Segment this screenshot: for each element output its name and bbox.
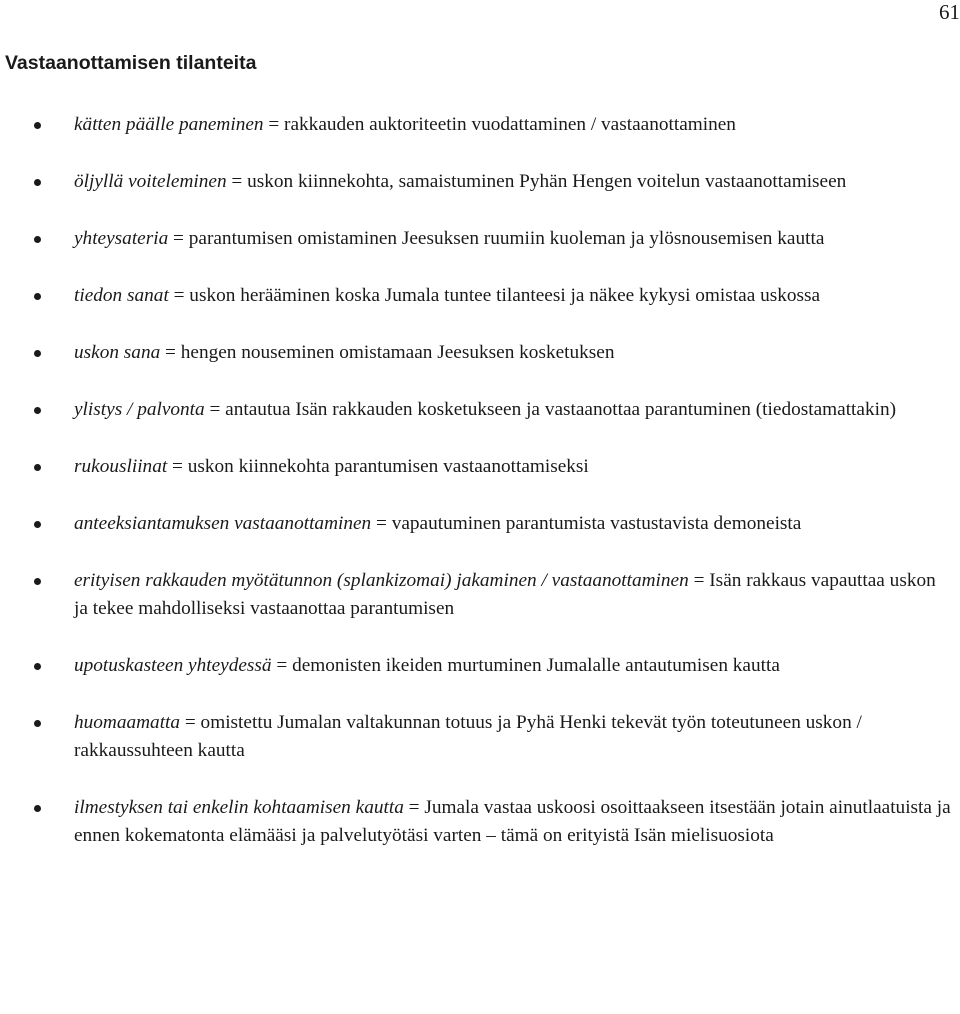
list-item bbox=[0, 510, 960, 538]
bullet-icon bbox=[34, 179, 41, 186]
item-term: uskon sana bbox=[74, 342, 161, 363]
item-term: tiedon sanat bbox=[74, 285, 169, 306]
list-item bbox=[0, 652, 960, 680]
list-item bbox=[0, 453, 960, 481]
list-item bbox=[0, 567, 960, 623]
item-term: yhteysateria bbox=[74, 228, 169, 249]
item-text: = antautua Isän rakkauden kosketukseen ja vastaanottaa parantuminen (tiedostamattakin) bbox=[204, 399, 897, 420]
bullet-icon bbox=[34, 236, 41, 243]
item-term: anteeksiantamuksen vastaanottaminen bbox=[74, 513, 372, 534]
item-term: rukousliinat bbox=[74, 456, 168, 477]
item-term: erityisen rakkauden myötätunnon (splankizomai) jakaminen / vastaanottaminen bbox=[74, 570, 689, 591]
bullet-list bbox=[0, 111, 960, 850]
item-text: = rakkauden auktoriteetin vuodattaminen / vastaanottaminen bbox=[263, 114, 736, 135]
bullet-icon bbox=[34, 350, 41, 357]
list-item bbox=[0, 339, 960, 367]
item-text: = hengen nouseminen omistamaan Jeesuksen kosketuksen bbox=[160, 342, 615, 363]
list-item bbox=[0, 794, 960, 850]
list-item bbox=[0, 709, 960, 765]
bullet-icon bbox=[34, 122, 41, 129]
bullet-icon bbox=[34, 521, 41, 528]
bullet-icon bbox=[34, 464, 41, 471]
item-text: = uskon kiinnekohta parantumisen vastaanottamiseksi bbox=[167, 456, 589, 477]
bullet-icon bbox=[34, 293, 41, 300]
item-text: = parantumisen omistaminen Jeesuksen ruumiin kuoleman ja ylösnousemisen kautta bbox=[168, 228, 825, 249]
list-item bbox=[0, 168, 960, 196]
page-number: 61 bbox=[939, 0, 960, 24]
item-text: = uskon kiinnekohta, samaistuminen Pyhän Hengen voitelun vastaanottamiseen bbox=[226, 171, 847, 192]
item-term: upotuskasteen yhteydessä bbox=[74, 655, 272, 676]
bullet-icon bbox=[34, 407, 41, 414]
item-term: huomaamatta bbox=[74, 712, 181, 733]
bullet-icon bbox=[34, 720, 41, 727]
list-item bbox=[0, 282, 960, 310]
item-term: ilmestyksen tai enkelin kohtaamisen kautta bbox=[74, 797, 404, 818]
item-text: = uskon herääminen koska Jumala tuntee tilanteesi ja näkee kykysi omistaa uskossa bbox=[168, 285, 821, 306]
bullet-icon bbox=[34, 578, 41, 585]
list-item bbox=[0, 225, 960, 253]
bullet-icon bbox=[34, 805, 41, 812]
item-text: = vapautuminen parantumista vastustavista demoneista bbox=[371, 513, 802, 534]
page-heading: Vastaanottamisen tilanteita bbox=[5, 52, 257, 74]
item-text: = Jumala vastaa uskoosi osoittaakseen itsestään jotain ainutlaatuista ja ennen kokematonta elämääsi ja palvelutyötäsi varten – tämä on erityistä Isän mielisuosiota bbox=[74, 797, 951, 846]
item-text: = demonisten ikeiden murtuminen Jumalalle antautumisen kautta bbox=[271, 655, 780, 676]
item-term: kätten päälle paneminen bbox=[74, 114, 264, 135]
list-item bbox=[0, 396, 960, 424]
list-item bbox=[0, 111, 960, 139]
item-text: = Isän rakkaus vapauttaa uskon ja tekee mahdolliseksi vastaanottaa parantumisen bbox=[74, 570, 936, 619]
item-term: ylistys / palvonta bbox=[74, 399, 205, 420]
item-term: öljyllä voiteleminen bbox=[74, 171, 227, 192]
bullet-icon bbox=[34, 663, 41, 670]
item-text: = omistettu Jumalan valtakunnan totuus ja Pyhä Henki tekevät työn toteutuneen uskon / rakkaussuhteen kautta bbox=[74, 712, 862, 761]
